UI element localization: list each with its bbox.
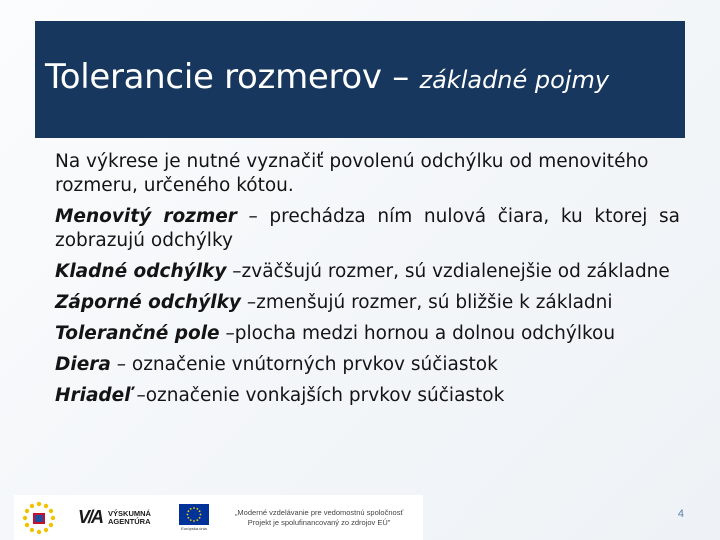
agency-name-line1: VÝSKUMNÁ [108,508,151,518]
definition-text: – označenie vnútorných prvkov súčiastok [110,354,498,375]
slide-title [45,57,609,97]
agency-name [108,510,151,526]
definition-item [55,384,680,408]
eu-flag-logo [179,504,209,531]
eu-caption: Európska únia [181,526,207,531]
definition-item [55,322,680,346]
definition-text: –zmenšujú rozmer, sú bližšie k základni [241,292,613,313]
agency-name-line2: AGENTÚRA [108,516,151,526]
title-bar [35,21,685,138]
sponsor-logos [14,495,423,540]
definition-term: Hriadeľ [55,385,131,406]
eu-flag-icon [179,504,209,525]
title-subtitle: základné pojmy [419,65,610,94]
definition-term: Záporné odchýlky [55,292,241,313]
page-number: 4 [677,508,684,520]
definition-term: Tolerančné pole [55,323,220,344]
agency-mark-icon: V/A [78,507,103,527]
definition-term: Diera [55,354,111,375]
definition-text: – prechádza ním nulová čiara, ku ktorej sa zobrazujú odchýlky [55,206,680,251]
star-ring-logo-icon [22,501,56,535]
research-agency-logo [78,507,151,528]
slide-footer [0,492,720,540]
funding-line1: „Moderné vzdelávanie pre vedomostnú spoločnosť [234,507,404,517]
definition-term: Menovitý rozmer [55,206,237,227]
definition-text: –plocha medzi hornou a dolnou odchýlkou [219,323,616,344]
definition-item [55,353,680,377]
intro-paragraph: Na výkrese je nutné vyznačiť povolenú odchýlku od menovitého rozmeru, určeného kótou. [55,151,649,196]
definition-item [55,205,680,253]
definition-text: –označenie vonkajších prvkov súčiastok [130,385,505,406]
definition-item [55,260,680,284]
funding-line2: Projekt je spolufinancovaný zo zdrojov EÚ" [247,517,391,527]
definition-text: –zväčšujú rozmer, sú vzdialenejšie od základne [226,261,670,282]
funding-statement [235,508,403,528]
title-main: Tolerancie rozmerov – [45,56,420,97]
definition-item [55,291,680,315]
slide-body [55,150,680,415]
definition-term: Kladné odchýlky [55,261,227,282]
